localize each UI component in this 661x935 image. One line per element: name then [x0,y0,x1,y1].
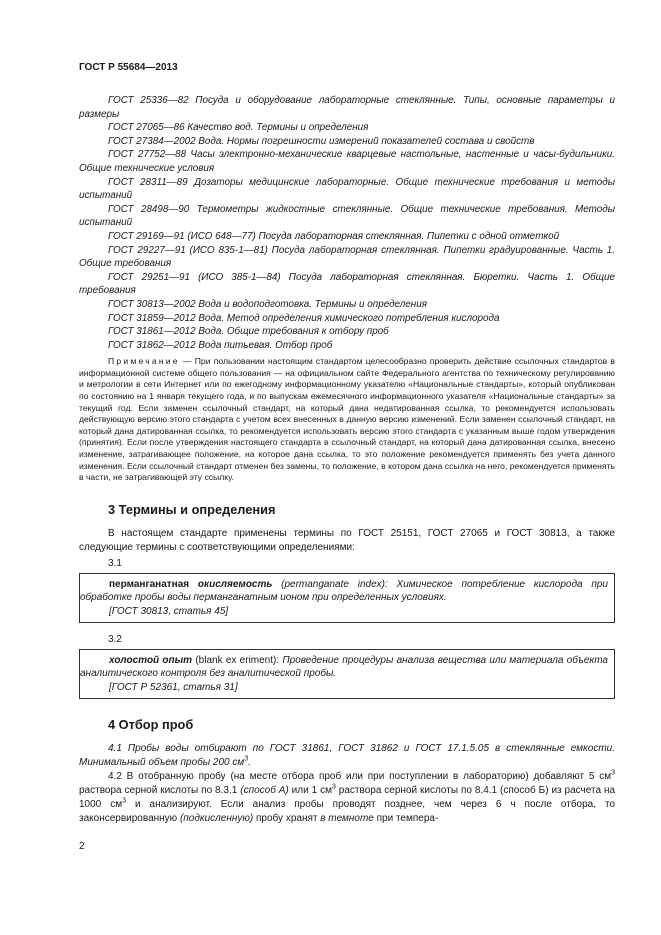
term-definition-box [79,573,615,623]
text-run: пробу хранят [253,813,321,825]
paragraph-4-2 [79,770,615,826]
page-content [79,94,615,826]
page-number: 2 [79,841,85,852]
text-run-italic: (подкисленную) [179,813,254,825]
reference-item: ГОСТ 27752—88 Часы электронно-механические кварцевые настольные, настенные и часы-будильники. Общие технические условия [79,149,615,174]
text-run: и анализируют. Если анализ пробы проводят позднее, чем через 6 ч после отбора, то законсервированную [79,799,615,825]
section-3-intro: В настоящем стандарте применены термины по ГОСТ 25151, ГОСТ 27065 и ГОСТ 30813, а также следующие термины с соответствующими определениями: [79,527,615,553]
term-english: (permanganate index): [272,578,388,590]
reference-item: ГОСТ 31859—2012 Вода. Метод определения химического потребления кислорода [108,312,500,324]
reference-item: ГОСТ 27384—2002 Вода. Нормы погрешности измерений показателей состава и свойств [108,135,535,147]
document-header: ГОСТ Р 55684—2013 [79,62,178,73]
reference-item: ГОСТ 29169—91 (ИСО 648—77) Посуда лабораторная стеклянная. Пипетки с одной отметкой [108,230,560,242]
reference-item: ГОСТ 25336—82 Посуда и оборудование лабораторные стеклянные. Типы, основные параметры и размеры [79,95,615,120]
references-list [79,94,615,352]
text-run: 4.2 В отобранную пробу (на месте отбора проб или при поступлении в лабораторию) добавляют 5 см [108,771,612,783]
superscript: 3 [611,769,615,777]
reference-item: ГОСТ 28311—89 Дозаторы медицинские лабораторные. Общие технические требования и методы испытаний [79,176,615,202]
paragraph-4-1-end: . [248,757,251,769]
term-source: [ГОСТ 30813, статья 45] [109,605,229,617]
reference-note [79,356,615,484]
reference-item: ГОСТ 28498—90 Термометры жидкостные стеклянные. Общие технические требования. Методы испытаний [79,203,615,229]
term-definition: Химическое потребление кислорода при обработке пробы воды перманганатным ионом при определенных условиях. [80,578,608,604]
reference-item: ГОСТ 29251—91 (ИСО 385-1—84) Посуда лабораторная стеклянная. Бюретки. Часть 1. Общие требования [79,271,615,297]
term-text [80,654,608,681]
reference-item: ГОСТ 27065—86 Качество вод. Термины и определения [108,122,369,134]
reference-item: ГОСТ 30813—2002 Вода и водоподготовка. Термины и определения [108,298,427,310]
term-name: перманганатная [109,578,198,590]
text-run: при темпера- [373,813,439,825]
reference-item: ГОСТ 31862—2012 Вода питьевая. Отбор проб [108,339,333,351]
superscript: 3 [122,797,126,805]
term-name: холостой опыт [109,655,193,667]
text-run-italic: (способ А) [240,785,289,797]
note-text: — При пользовании настоящим стандартом целесообразно проверить действие ссылочных стандартов в информационной системе общего пользования — на официальном сайте Федерального агентства по техническому регулированию и метрологии в сети Интернет или по ежегодному информационному указателю «Национальные стандарты», который опубликован по состоянию на 1 января текущего года, и по выпускам ежемесячного информационного указателя «Национальные стандарты» за текущий год. Если заменен ссылочный стандарт, на который дана недатированная ссылка, то рекомендуется использовать действующую версию этого стандарта с учетом всех внесенных в данную версию изменений. Если заменен ссылочный стандарт, на который дана датированная ссылка, то рекомендуется использовать версию этого стандарта с указанным выше годом утверждения (принятия). Если после утверждения настоящего стандарта в ссылочный стандарт, на который дана датированная ссылка, внесено изменение, затрагивающее положение, на которое дана ссылка, то это положение рекомендуется применять без учета данного изменения. Если ссылочный стандарт отменен без замены, то положение, в котором дана ссылка на него, рекомендуется применять в части, не затрагивающей эту ссылку. [79,356,615,483]
reference-item: ГОСТ 29227—91 (ИСО 835-1—81) Посуда лабораторная стеклянная. Пипетки градуированные. Часть 1. Общие требования [79,244,615,270]
text-run: раствора серной кислоты по 8.3.1 [79,785,241,797]
term-number: 3.2 [108,634,122,646]
paragraph-4-1 [79,742,615,770]
reference-item: ГОСТ 31861—2012 Вода. Общие требования к отбору проб [108,326,389,338]
text-run: раствора серной кислоты по 8.4.1 (способ Б) из расчета на 1000 см [79,785,616,811]
text-run: или 1 см [288,785,332,797]
term-number: 3.1 [108,557,122,569]
paragraph-4-1-text: 4.1 Пробы воды отбирают по ГОСТ 31861, ГОСТ 31862 и ГОСТ 17.1.5.05 в стеклянные емкости. Минимальный объем пробы 200 см [79,743,615,769]
term-name-italic: окисляемость [197,578,273,590]
superscript: 3 [331,783,336,791]
text-run-italic: в темноте [320,813,374,825]
section-3-heading: 3 Термины и определения [108,501,276,517]
note-label: Примечание [108,356,180,367]
term-source: [ГОСТ Р 52361, статья 31] [109,681,238,693]
term-text [80,578,608,605]
term-english: (blank ex eriment): [192,655,280,667]
section-4-heading: 4 Отбор проб [108,717,194,733]
superscript: 3 [244,755,249,763]
term-definition-box [79,649,615,699]
term-definition: Проведение процедуры анализа вещества или материала объекта аналитического контроля без аналитической пробы. [80,655,608,680]
